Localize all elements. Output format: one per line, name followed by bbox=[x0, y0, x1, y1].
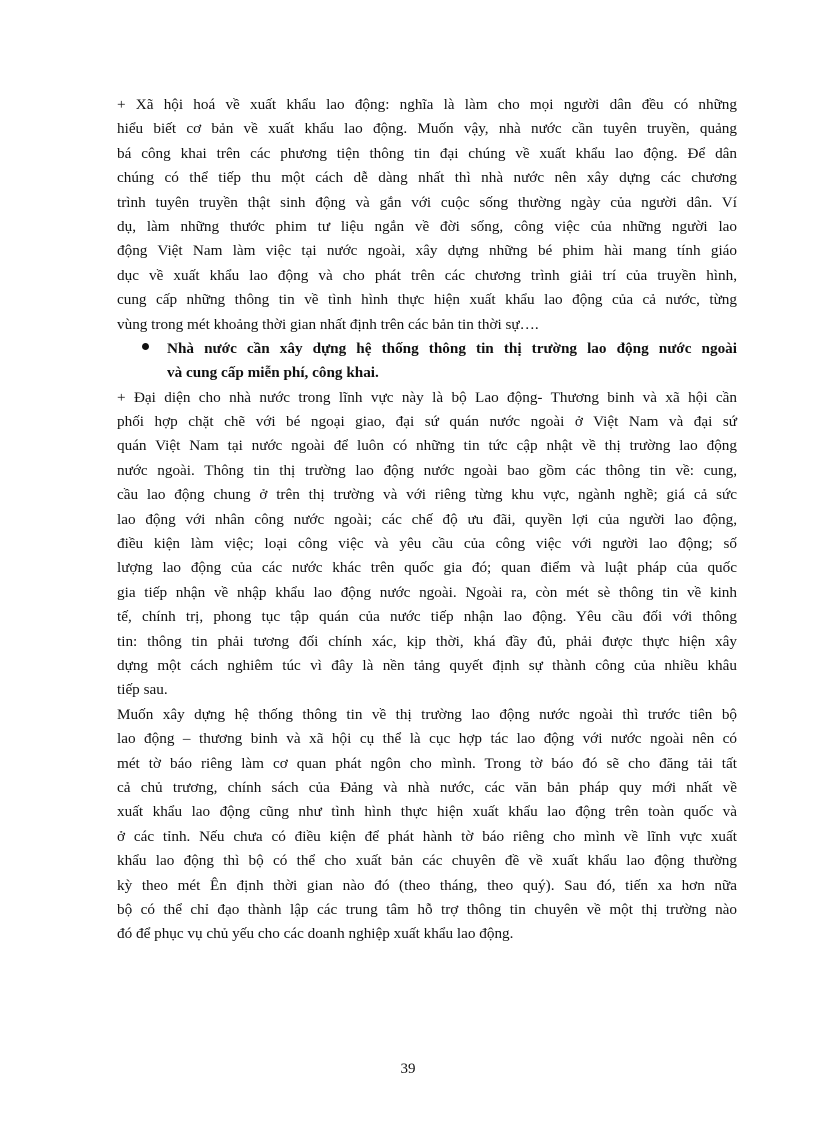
text-line: phối hợp chặt chẽ với bé ngoại giao, đại sứ quán nước ngoài ở Việt Nam và đại sứ bbox=[117, 413, 737, 431]
text-line: bộ có thể chỉ đạo thành lập các trung tâm hỗ trợ thông tin chuyên về một thị trường nào bbox=[117, 900, 737, 918]
text-line: Muốn xây dựng hệ thống thông tin về thị trường lao động nước ngoài thì trước tiên bộ bbox=[117, 705, 737, 723]
paragraph-information-system bbox=[117, 703, 737, 947]
text-line: hiểu biết cơ bản về xuất khẩu lao động. Muốn vậy, nhà nước cần tuyên truyền, quảng bbox=[117, 120, 737, 138]
text-line: lao động với nhân công nước ngoài; các chế độ ưu đãi, quyền lợi của người lao động, bbox=[117, 510, 737, 528]
text-line: mét tờ báo riêng làm cơ quan phát ngôn cho mình. Trong tờ báo đó sẽ cho đăng tải tất bbox=[117, 754, 737, 772]
text-line: đó để phục vụ chủ yếu cho các doanh nghiệp xuất khẩu lao động. bbox=[117, 925, 514, 943]
text-line: cung cấp những thông tin về tình hình thực hiện xuất khẩu lao động của cả nước, từng bbox=[117, 291, 737, 309]
text-line: tế, chính trị, phong tục tập quán của nước tiếp nhận lao động. Yêu cầu đối với thông bbox=[117, 608, 737, 626]
paragraph-socialization bbox=[117, 93, 737, 337]
bullet-icon bbox=[142, 343, 149, 350]
bullet-text-line: Nhà nước cần xây dựng hệ thống thông tin thị trường lao động nước ngoài bbox=[167, 339, 737, 357]
text-line: lượng lao động của các nước khác trên quốc gia đó; quan điểm và luật pháp của quốc bbox=[117, 559, 737, 577]
text-line: bá công khai trên các phương tiện thông tin đại chúng về xuất khẩu lao động. Để dân bbox=[117, 144, 737, 162]
bullet-heading bbox=[117, 337, 737, 386]
text-line: ở các tỉnh. Nếu chưa có điều kiện để phát hành tờ báo riêng cho mình về lĩnh vực xuất bbox=[117, 827, 737, 845]
text-line: chúng có thể tiếp thu một cách dễ dàng nhất thì nhà nước nên xây dựng các chương bbox=[117, 169, 737, 187]
text-line: cả chủ trương, chính sách của Đảng và nhà nước, các văn bản pháp quy mới nhất về bbox=[117, 778, 737, 796]
text-line: cầu lao động chung ở trên thị trường và với riêng từng khu vực, ngành nghề; giá cả sức bbox=[117, 486, 737, 504]
text-line: kỳ theo mét Ên định thời gian nào đó (theo tháng, theo quý). Sau đó, tiến xa hơn nữa bbox=[117, 876, 737, 894]
text-line: khẩu lao động thì bộ có thể cho xuất bản các chuyên đề về xuất khẩu lao động thường bbox=[117, 852, 737, 870]
text-line: + Xã hội hoá về xuất khẩu lao động: nghĩa là làm cho mọi người dân đều có những bbox=[117, 96, 737, 113]
text-line: tiếp sau. bbox=[117, 681, 168, 699]
text-line: trình tuyên truyền thật sinh động và gắn với cuộc sống thường ngày của người dân. Ví bbox=[117, 193, 737, 211]
text-line: vùng trong mét khoảng thời gian nhất định trên các bản tin thời sự…. bbox=[117, 315, 539, 333]
text-line: dục về xuất khẩu lao động và cho phát trên các chương trình giải trí của truyền hình, bbox=[117, 266, 737, 284]
text-line: tin: thông tin phải tương đối chính xác, kịp thời, khá đầy đủ, phải được thực hiện xây bbox=[117, 632, 737, 650]
text-line: xuất khẩu lao động cũng như tình hình thực hiện xuất khẩu lao động trên toàn quốc và bbox=[117, 803, 737, 821]
paragraph-ministry-role bbox=[117, 386, 737, 703]
text-line: dựng một cách nghiêm túc vì đây là nền tảng quyết định sự thành công của nhiều khâu bbox=[117, 656, 737, 674]
page-number: 39 bbox=[400, 1061, 416, 1077]
text-line: gia tiếp nhận về nhập khẩu lao động nước ngoài. Ngoài ra, còn mét sè thông tin về kinh bbox=[117, 583, 737, 601]
text-line: lao động – thương binh và xã hội cụ thể là cục hợp tác lao động với nước ngoài nên có bbox=[117, 730, 737, 748]
text-line: dụ, làm những thước phim tư liệu ngắn về đời sống, công việc của những người lao bbox=[117, 217, 737, 235]
text-line: điều kiện làm việc; loại công việc và yêu cầu của công việc với người lao động; số bbox=[117, 535, 737, 553]
text-line: + Đại diện cho nhà nước trong lĩnh vực này là bộ Lao động- Thương binh và xã hội cần bbox=[117, 388, 737, 406]
text-line: quán Việt Nam tại nước ngoài để luôn có những tin tức cập nhật về thị trường lao động bbox=[117, 437, 737, 455]
text-line: nước ngoài. Thông tin thị trường lao động nước ngoài bao gồm các thông tin về: cung, bbox=[117, 461, 737, 479]
text-line: động Việt Nam làm việc tại nước ngoài, xây dựng những bé phim hài mang tính giáo bbox=[117, 242, 737, 260]
document-body bbox=[117, 93, 737, 947]
bullet-text-line: và cung cấp miễn phí, công khai. bbox=[167, 364, 379, 382]
